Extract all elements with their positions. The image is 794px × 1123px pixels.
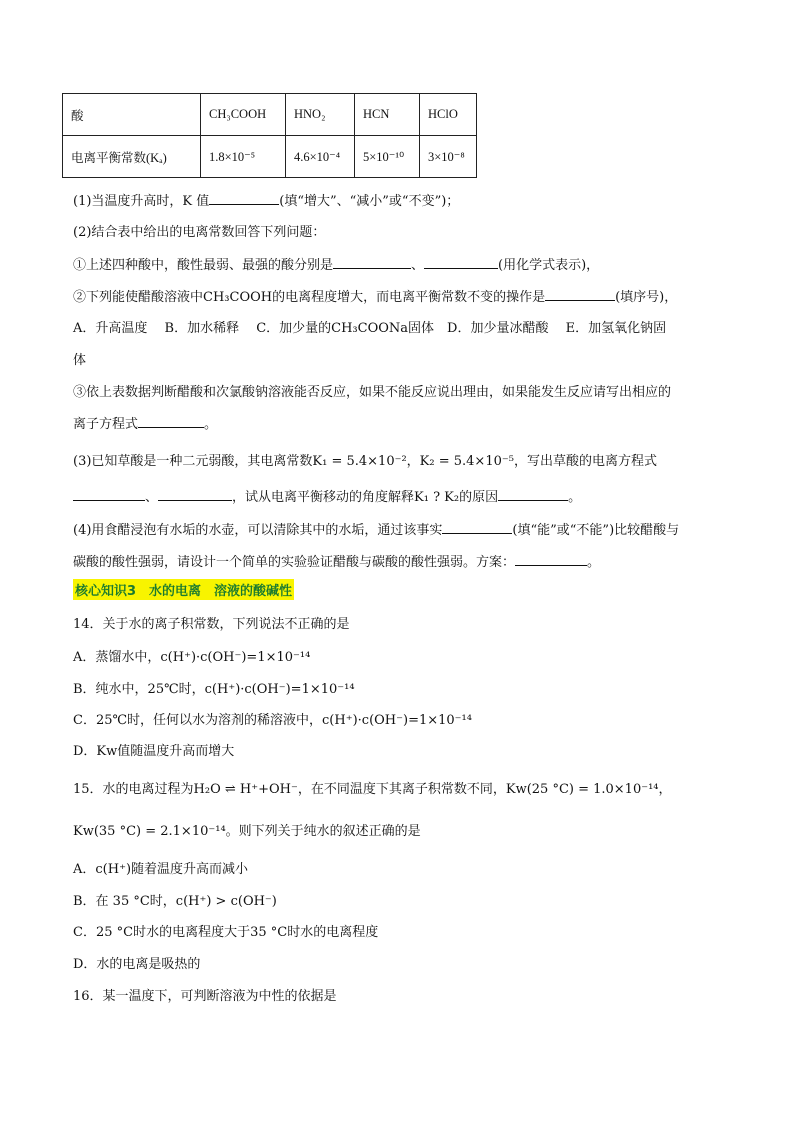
answer-blank[interactable] [333,256,411,269]
section-title: 核心知识3 水的电离 溶液的酸碱性 [73,579,294,600]
question-14-option-a[interactable]: A．蒸馏水中，c(H⁺)·c(OH⁻)=1×10⁻¹⁴ [73,650,311,665]
question-13-part-2-3-cont [73,413,217,432]
table-cell: 1.8×10⁻⁵ [201,136,286,178]
table-cell: HNO₂ [286,94,355,136]
text: 离子方程式 [73,417,139,432]
question-15-option-d[interactable]: D．水的电离是吸热的 [73,957,201,972]
text: 、 [145,490,159,505]
table-cell: CH₃COOH [201,94,286,136]
question-13-part-3-cont [73,486,581,505]
table-cell: 3×10⁻⁸ [420,136,477,178]
question-14-option-c[interactable]: C．25℃时，任何以水为溶剂的稀溶液中，c(H⁺)·c(OH⁻)=1×10⁻¹⁴ [73,713,472,728]
table-cell: 酸 [63,94,201,136]
question-14-stem: 14．关于水的离子积常数，下列说法不正确的是 [73,617,350,632]
answer-blank[interactable] [158,488,232,501]
question-15-option-a[interactable]: A．c(H⁺)随着温度升高而减小 [73,862,249,877]
table-header-row [63,94,477,136]
question-15-stem: 15．水的电离过程为H₂O ⇌ H⁺+OH⁻，在不同温度下其离子积常数不同，Kw(25 °C) = 1.0×10⁻¹⁴， [73,782,672,797]
text: (填序号)， [615,290,678,305]
question-13-part-2: (2)结合表中给出的电离常数回答下列问题： [73,225,326,240]
question-15-stem-cont: Kw(35 °C) = 2.1×10⁻¹⁴。则下列关于纯水的叙述正确的是 [73,824,421,839]
answer-blank[interactable] [73,488,145,501]
question-13-part-4 [73,519,679,538]
text: ①上述四种酸中，酸性最弱、最强的酸分别是 [73,258,334,273]
answer-blank[interactable] [545,288,615,301]
answer-blank[interactable] [498,488,568,501]
question-13-options: A．升高温度 B．加水稀释 C．加少量的CH₃COONa固体 D．加少量冰醋酸 E．加氢氧化钠固 [73,321,667,336]
table-cell: 电离平衡常数(Kₐ) [63,136,201,178]
question-13-options-cont: 体 [73,353,87,368]
table-cell: HClO [420,94,477,136]
answer-blank[interactable] [209,192,279,205]
text: (用化学式表示)， [498,258,600,273]
table-row [63,136,477,178]
text: 。 [568,490,582,505]
question-13-part-2-2 [73,286,677,305]
question-13-part-4-cont [73,551,600,570]
question-13-part-2-3: ③依上表数据判断醋酸和次氯酸钠溶液能否反应，如果不能反应说出理由，如果能发生反应请写出相应的 [73,385,672,400]
text: 。 [587,555,601,570]
question-15-option-c[interactable]: C．25 °C时水的电离程度大于35 °C时水的电离程度 [73,925,379,940]
answer-blank[interactable] [515,553,587,566]
text: 碳酸的酸性强弱，请设计一个简单的实验验证醋酸与碳酸的酸性强弱。方案： [73,555,516,570]
text: ②下列能使醋酸溶液中CH₃COOH的电离程度增大，而电离平衡常数不变的操作是 [73,290,546,305]
ionization-constant-table [62,93,477,178]
text: 、 [411,258,425,273]
answer-blank[interactable] [442,521,512,534]
text: (4)用食醋浸泡有水垢的水壶，可以清除其中的水垢，通过该事实 [73,523,443,538]
table-cell: HCN [355,94,420,136]
question-13-part-3: (3)已知草酸是一种二元弱酸，其电离常数K₁ = 5.4×10⁻²，K₂ = 5.4×10⁻⁵，写出草酸的电离方程式 [73,454,657,469]
text: (填“能”或“不能”)比较醋酸与 [512,523,680,538]
question-13-part-1 [73,190,459,209]
answer-blank[interactable] [138,415,204,428]
answer-blank[interactable] [424,256,498,269]
question-14-option-b[interactable]: B．纯水中，25℃时，c(H⁺)·c(OH⁻)=1×10⁻¹⁴ [73,682,355,697]
question-14-option-d[interactable]: D．Kw值随温度升高而增大 [73,744,235,759]
question-16-stem: 16．某一温度下，可判断溶液为中性的依据是 [73,989,337,1004]
text: ，试从电离平衡移动的角度解释K₁ ? K₂的原因 [232,490,499,505]
text: 。 [204,417,218,432]
table-cell: 4.6×10⁻⁴ [286,136,355,178]
question-13-part-2-1 [73,254,599,273]
table-cell: 5×10⁻¹⁰ [355,136,420,178]
text: (1)当温度升高时，K 值 [73,194,210,209]
question-15-option-b[interactable]: B．在 35 °C时，c(H⁺) > c(OH⁻) [73,894,277,909]
text: (填“增大”、“减小”或“不变”)； [279,194,460,209]
